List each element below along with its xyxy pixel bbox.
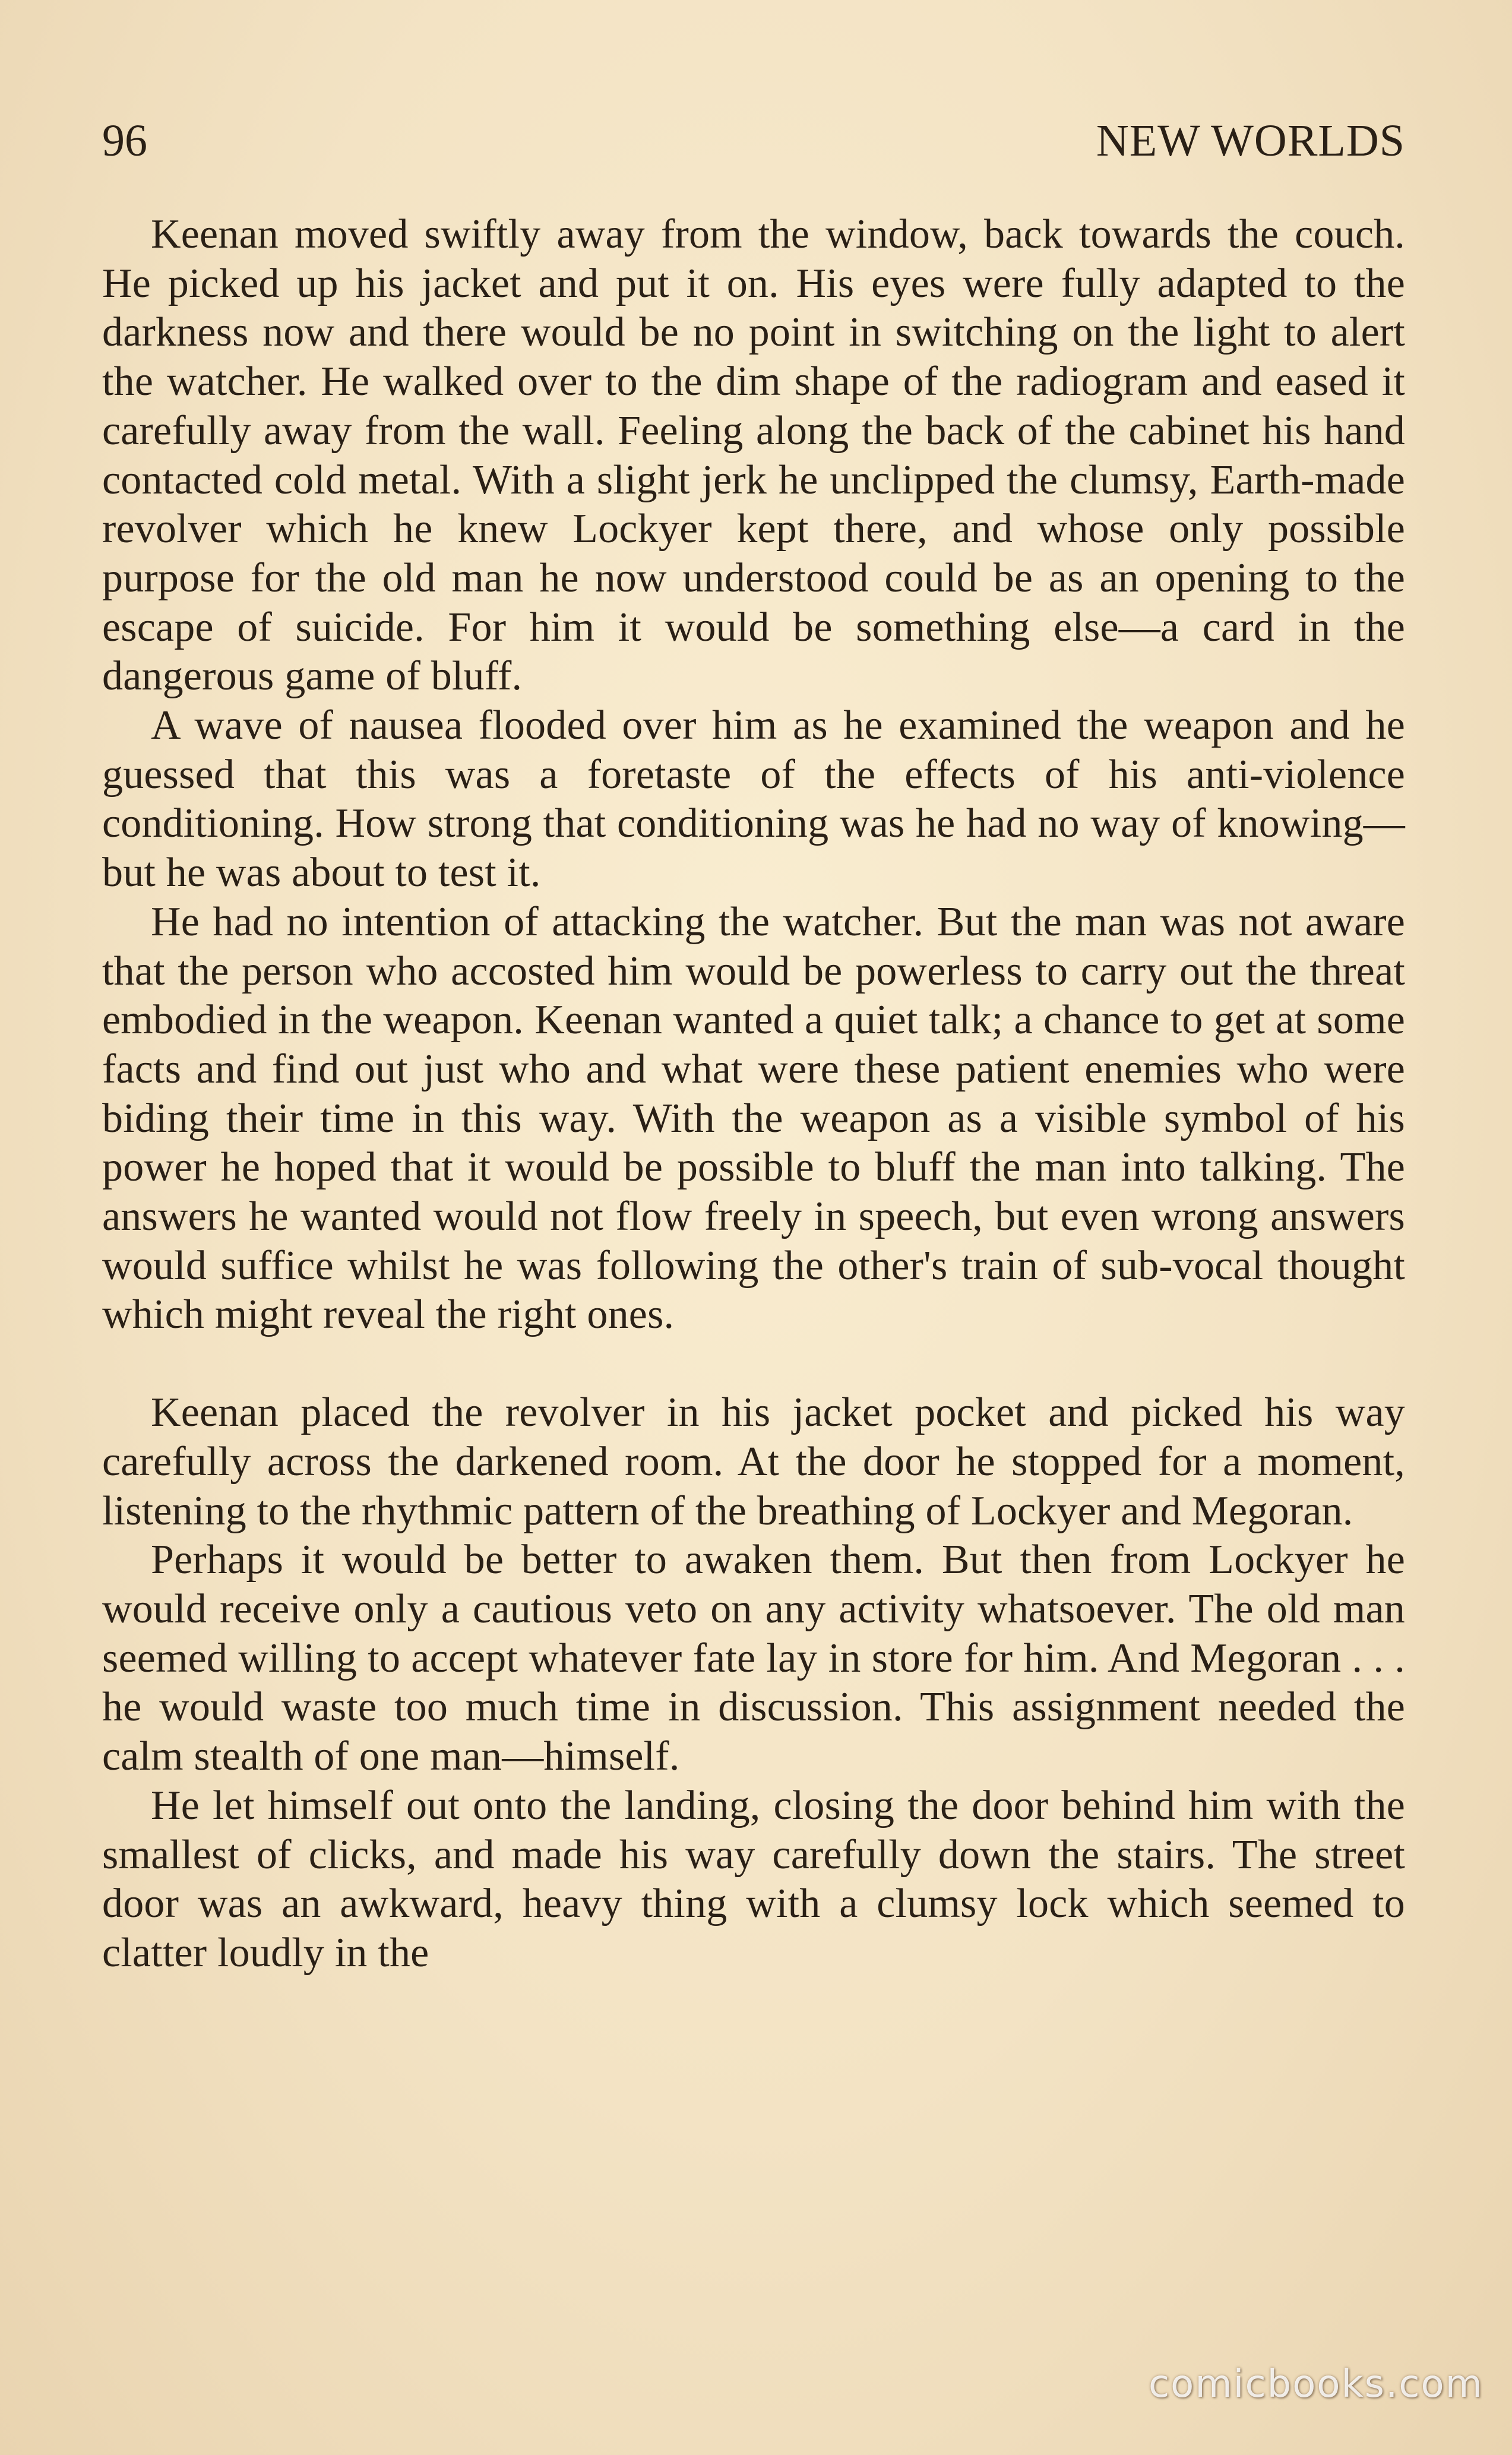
paragraph: Perhaps it would be better to awaken them. But then from Lockyer he would receive only a cautious veto on any activity whatsoever. The old man seemed willing to accept whatever fate lay in store for him. And Megoran . . . he would waste too much time in discussion. This assignment needed the calm stealth of one man—himself. bbox=[102, 1537, 1405, 1780]
paragraph: A wave of nausea flooded over him as he examined the weapon and he guessed that this was a foretaste of the effects of his anti-violence conditioning. How strong that conditioning was he had no way of knowing—but he was about to test it. bbox=[102, 703, 1405, 896]
page-header bbox=[102, 108, 1405, 173]
page-number: 96 bbox=[102, 116, 147, 166]
paragraph: He had no intention of attacking the watcher. But the man was not aware that the person who accosted him would be powerless to carry out the threat embodied in the weapon. Keenan wanted a quiet talk; a chance to get at some facts and find out just who and what were these patient enemies who were biding their time in this way. With the weapon as a visible symbol of his power he hoped that it would be possible to bluff the man into talking. The answers he wanted would not flow freely in speech, but even wrong answers would suffice whilst he was following the other's train of sub-vocal thought which might reveal the right ones. bbox=[102, 899, 1405, 1338]
watermark: comicbooks.com bbox=[1148, 2362, 1483, 2406]
paragraph: He let himself out onto the landing, closing the door behind him with the smallest of clicks, and made his way carefully down the stairs. The street door was an awkward, heavy thing with a clumsy lock which seemed to clatter loudly in the bbox=[102, 1782, 1405, 1976]
running-title: NEW WORLDS bbox=[1096, 116, 1405, 166]
section-break bbox=[102, 1340, 1405, 1388]
paragraph: Keenan placed the revolver in his jacket pocket and picked his way carefully across the darkened room. At the door he stopped for a moment, listening to the rhythmic pattern of the breathing of Lockyer and Megoran. bbox=[102, 1390, 1405, 1534]
paragraph: Keenan moved swiftly away from the window, back towards the couch. He picked up his jacket and put it on. His eyes were fully adapted to the darkness now and there would be no point in switching on the light to alert the watcher. He walked over to the dim shape of the radiogram and eased it carefully away from the wall. Feeling along the back of the cabinet his hand contacted cold metal. With a slight jerk he unclipped the clumsy, Earth-made revolver which he knew Lockyer kept there, and whose only possible purpose for the old man he now understood could be as an opening to the escape of suicide. For him it would be something else—a card in the dangerous game of bluff. bbox=[102, 211, 1405, 700]
story-text bbox=[102, 210, 1405, 1978]
